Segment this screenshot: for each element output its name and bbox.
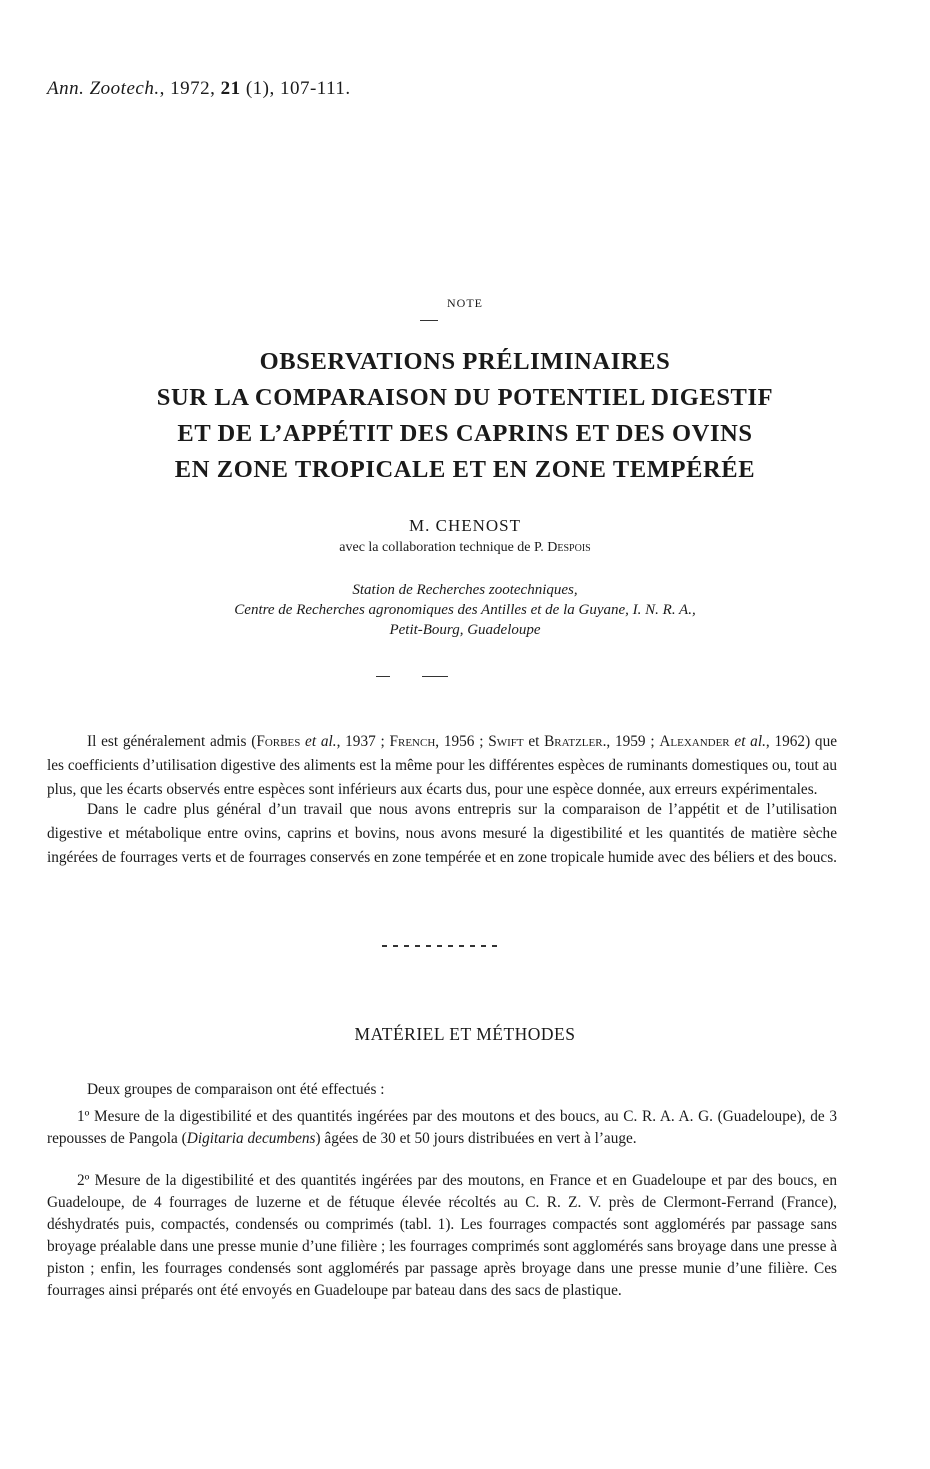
collaborator-name: Despois — [547, 540, 591, 555]
author-citation: French — [389, 733, 436, 750]
paragraph-text: 2º Mesure de la digestibilité et des quantités ingérées par des moutons, en France et en Guadeloupe et par des boucs, en Guadeloupe, de 4 fourrages de luzerne et de fétuque élevée récoltés au C. R. Z. V. près de Clermont-Ferrand (France), déshydratés puis, compactés, condensés ou comprimés (tabl. 1). Les fourrages compactés sont agglomérés par passage sans broyage préalable dans une presse munie d’une filière ; les fourrages comprimés sont agglomérés sans broyage dans une presse à piston ; enfin, les fourrages condensés sont agglomérés par passage après broyage dans une presse munie d’une filière. Ces fourrages ainsi préparés ont été envoyés en Guadeloupe par bateau dans des sacs de plastique. — [47, 1172, 837, 1299]
title-line: EN ZONE TROPICALE ET EN ZONE TEMPÉRÉE — [174, 456, 756, 483]
affiliation-line: Centre de Recherches agronomiques des Antilles et de la Guyane, I. N. R. A., — [234, 602, 696, 618]
author-citation: Swift — [488, 733, 524, 750]
journal-year: , 1972, — [159, 78, 221, 99]
intro-paragraph-1 — [47, 730, 837, 802]
text-run: ., 1959 ; — [602, 733, 660, 750]
note-label: NOTE — [447, 296, 483, 310]
text-run: Il est généralement admis ( — [87, 733, 257, 750]
title-line: SUR LA COMPARAISON DU POTENTIEL DIGESTIF — [156, 384, 774, 411]
author-name: M. CHENOST — [408, 516, 521, 535]
affiliation-line: Station de Recherches zootechniques, — [352, 582, 578, 598]
text-run: , 1962) que les coefficients d’utilisation digestive des aliments est la même pour les différentes espèces de ruminants domestiques ou, tout au plus, que les écarts observés entre espèces sont inférieurs aux écarts dus, pour une espèce donnée, aux erreurs expérimentales. — [47, 733, 838, 798]
text-run: ) âgées de 30 et 50 jours distribuées en vert à l’auge. — [315, 1130, 637, 1147]
text-run: 1º Mesure de la digestibilité et des quantités ingérées par des moutons et des boucs, au C. R. A. A. G. (Guadeloupe), de 3 repousses de Pangola ( — [47, 1108, 837, 1147]
author-citation: Alexander — [659, 733, 730, 750]
text-run: , 1956 ; — [435, 733, 489, 750]
text-run: et al. — [729, 733, 766, 750]
note-underline — [420, 320, 438, 321]
text-run: , 1937 ; — [336, 733, 390, 750]
affiliation-line: Petit-Bourg, Guadeloupe — [389, 622, 541, 638]
article-title — [0, 344, 930, 488]
methods-paragraph-2 — [47, 1106, 837, 1150]
journal-volume: 21 — [220, 78, 241, 99]
methods-paragraph-3 — [47, 1170, 837, 1302]
paragraph-text: Deux groupes de comparaison ont été effectués : — [87, 1081, 385, 1098]
paragraph-text: Dans le cadre plus général d’un travail que nous avons entrepris sur la comparaison de l’appétit et de l’utilisation digestive et métabolique entre ovins, caprins et bovins, nous avons mesuré la digestibilité et les quantités de matière sèche ingérées de fourrages verts et de fourrages conservés en zone tempérée et en zone tropicale humide avec des béliers et des boucs. — [47, 801, 837, 866]
journal-name: Ann. Zootech. — [47, 78, 160, 99]
section-separator — [382, 945, 497, 947]
species-name: Digitaria decumbens — [186, 1130, 316, 1147]
collaboration-line — [0, 540, 930, 556]
intro-paragraph-2 — [47, 798, 837, 870]
text-run: et al. — [300, 733, 337, 750]
section-heading: MATÉRIEL ET MÉTHODES — [354, 1024, 576, 1044]
title-line: OBSERVATIONS PRÉLIMINAIRES — [259, 348, 671, 375]
affiliation — [0, 580, 930, 640]
journal-pages: (1), 107-111. — [240, 78, 351, 99]
separator-dash — [376, 676, 390, 677]
separator-dash — [422, 676, 448, 677]
title-line: ET DE L’APPÉTIT DES CAPRINS ET DES OVINS — [177, 420, 753, 447]
author-citation: Forbes — [256, 733, 301, 750]
collaboration-prefix: avec la collaboration technique de P. — [339, 540, 548, 555]
text-run: et — [523, 733, 545, 750]
journal-citation — [47, 78, 351, 100]
author-citation: Bratzler — [544, 733, 603, 750]
methods-paragraph-1 — [47, 1078, 837, 1102]
